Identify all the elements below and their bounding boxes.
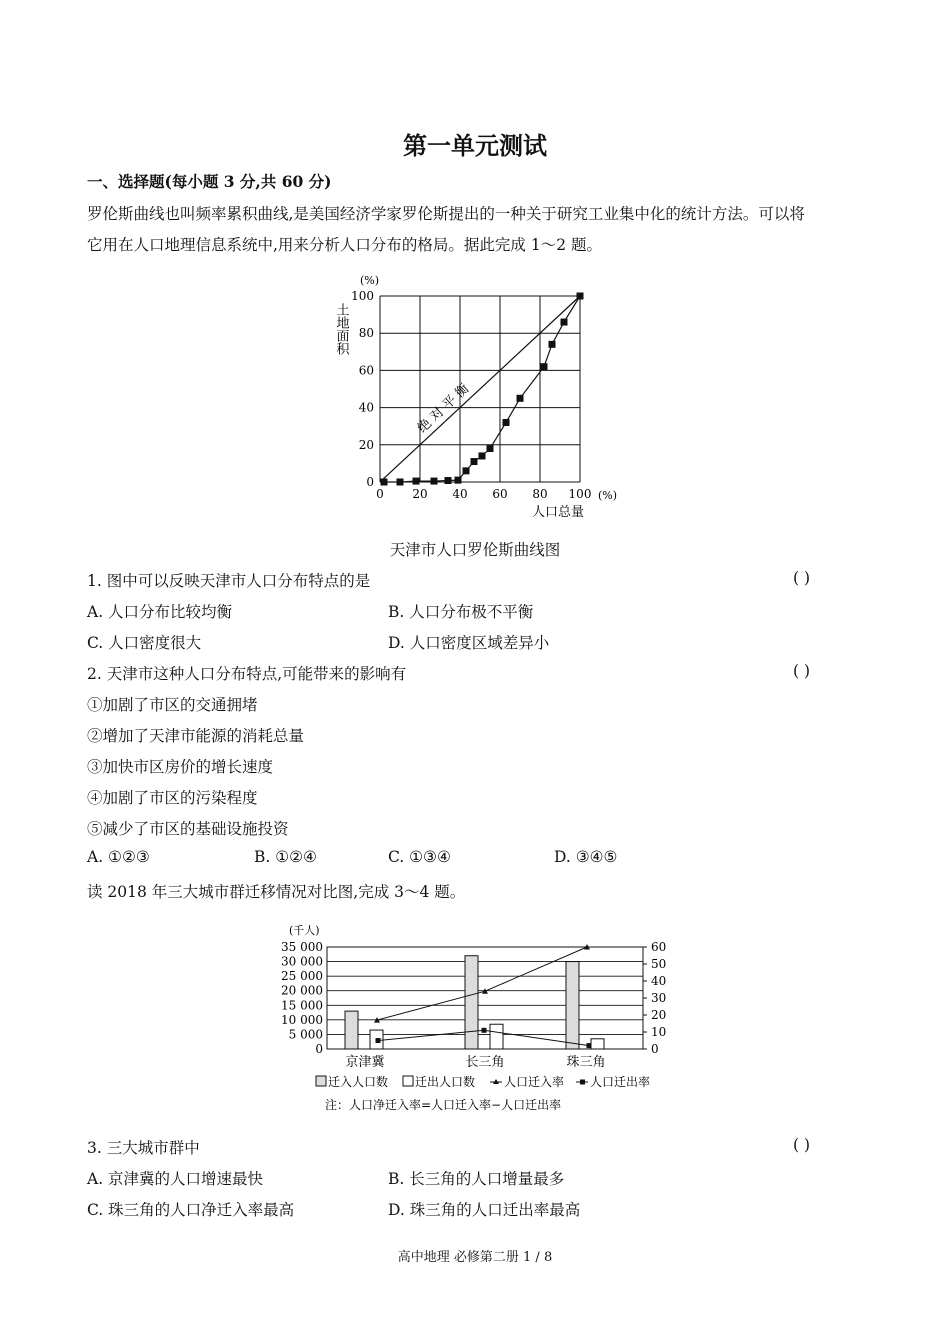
right-tick-label: 50 xyxy=(651,957,667,971)
q1-stem: 1. 图中可以反映天津市人口分布特点的是 xyxy=(87,572,371,590)
bar-out-migration xyxy=(490,1024,503,1049)
bar-in-migration xyxy=(465,956,478,1049)
q2-item-5: ⑤减少了市区的基础设施投资 xyxy=(87,820,289,838)
q2-item-1: ①加剧了市区的交通拥堵 xyxy=(87,696,258,714)
right-tick-label: 30 xyxy=(651,991,667,1005)
legend-label: 人口迁入率 xyxy=(504,1075,565,1089)
lorenz-point xyxy=(463,467,470,474)
x-tick-label: 0 xyxy=(376,487,384,501)
q1-option-d[interactable]: D. 人口密度区域差异小 xyxy=(388,634,550,652)
lorenz-point xyxy=(455,477,462,484)
intro-line-1: 罗伦斯曲线也叫频率累积曲线,是美国经济学家罗伦斯提出的一种关于研究工业集中化的统计方法。可以将 xyxy=(87,205,805,223)
q3-option-c[interactable]: C. 珠三角的人口净迁入率最高 xyxy=(87,1201,295,1219)
q2-item-3: ③加快市区房价的增长速度 xyxy=(87,758,274,776)
q1-option-c[interactable]: C. 人口密度很大 xyxy=(87,634,202,652)
q2-option-d[interactable]: D. ③④⑤ xyxy=(554,848,618,866)
bar-in-migration xyxy=(566,962,579,1049)
migration-chart xyxy=(265,920,685,1120)
legend-label: 迁出人口数 xyxy=(415,1075,476,1089)
intro2: 读 2018 年三大城市群迁移情况对比图,完成 3～4 题。 xyxy=(87,883,466,901)
q3-option-a[interactable]: A. 京津冀的人口增速最快 xyxy=(87,1170,264,1188)
left-tick-label: 15 000 xyxy=(281,998,323,1013)
q1-option-a[interactable]: A. 人口分布比较均衡 xyxy=(87,603,233,621)
legend-label: 人口迁出率 xyxy=(590,1075,651,1089)
lorenz-chart xyxy=(320,268,640,524)
right-tick-label: 20 xyxy=(651,1008,667,1022)
q2-option-a[interactable]: A. ①②③ xyxy=(87,848,150,866)
y-tick-label: 0 xyxy=(366,475,374,489)
left-tick-label: 30 000 xyxy=(281,954,323,969)
x-tick-label: 40 xyxy=(452,487,468,501)
y-tick-label: 80 xyxy=(358,326,374,341)
lorenz-point xyxy=(397,479,404,486)
q2-answer-paren[interactable]: ( ) xyxy=(793,662,811,680)
section-heading: 一、选择题(每小题 3 分,共 60 分) xyxy=(87,172,332,191)
left-tick-label: 0 xyxy=(315,1042,323,1056)
lorenz-point xyxy=(561,319,568,326)
x-unit-label: (%) xyxy=(598,489,618,502)
figure1-caption: 天津市人口罗伦斯曲线图 xyxy=(389,541,561,559)
q2-item-2: ②增加了天津市能源的消耗总量 xyxy=(87,727,305,745)
lorenz-point xyxy=(479,452,486,459)
lorenz-point xyxy=(487,445,494,452)
x-tick-label: 100 xyxy=(568,487,592,501)
q1-option-b[interactable]: B. 人口分布极不平衡 xyxy=(388,603,534,621)
lorenz-point xyxy=(381,479,388,486)
page-title: 第一单元测试 xyxy=(403,131,547,160)
left-tick-label: 5 000 xyxy=(288,1027,323,1042)
lorenz-point xyxy=(445,477,452,484)
out-rate-point xyxy=(482,1028,487,1033)
x-tick-label: 60 xyxy=(492,487,508,501)
lorenz-point xyxy=(549,341,556,348)
bar-out-migration xyxy=(591,1039,604,1049)
left-tick-label: 35 000 xyxy=(281,940,323,954)
legend-label: 迁入人口数 xyxy=(328,1075,389,1089)
q2-option-b[interactable]: B. ①②④ xyxy=(254,848,317,866)
left-unit-label: (千人) xyxy=(289,924,320,937)
q1-answer-paren[interactable]: ( ) xyxy=(793,569,811,587)
right-tick-label: 10 xyxy=(651,1025,667,1039)
left-tick-label: 20 000 xyxy=(281,983,323,998)
q3-answer-paren[interactable]: ( ) xyxy=(793,1136,811,1154)
x-tick-label: 20 xyxy=(412,487,428,501)
q2-item-4: ④加剧了市区的污染程度 xyxy=(87,789,258,807)
y-tick-label: 100 xyxy=(351,289,374,303)
legend-swatch-in xyxy=(316,1076,326,1086)
legend-marker-out-rate xyxy=(580,1080,585,1085)
y-tick-label: 60 xyxy=(358,363,374,378)
q3-stem: 3. 三大城市群中 xyxy=(87,1139,200,1157)
q3-option-b[interactable]: B. 长三角的人口增量最多 xyxy=(388,1170,565,1188)
legend-swatch-out xyxy=(403,1076,413,1086)
line-in-rate xyxy=(377,947,587,1020)
lorenz-point xyxy=(517,395,524,402)
q3-option-d[interactable]: D. 珠三角的人口迁出率最高 xyxy=(388,1201,581,1219)
page-footer: 高中地理 必修第二册 1 / 8 xyxy=(397,1250,553,1265)
lorenz-point xyxy=(503,419,510,426)
x-tick-label: 80 xyxy=(532,487,548,501)
left-tick-label: 25 000 xyxy=(281,969,323,984)
category-label: 京津冀 xyxy=(345,1055,385,1070)
equality-annotation: 绝 对 平 衡 xyxy=(414,381,473,437)
category-label: 长三角 xyxy=(465,1055,505,1070)
q2-option-c[interactable]: C. ①③④ xyxy=(388,848,451,866)
out-rate-point xyxy=(376,1038,381,1043)
y-axis-label: 土地面积 xyxy=(333,303,349,355)
intro-line-2: 它用在人口地理信息系统中,用来分析人口分布的格局。据此完成 1～2 题。 xyxy=(87,236,603,254)
bar-in-migration xyxy=(345,1011,358,1049)
lorenz-point xyxy=(413,478,420,485)
right-tick-label: 0 xyxy=(651,1042,659,1056)
chart-note: 注：人口净迁入率=人口迁入率−人口迁出率 xyxy=(325,1098,562,1112)
left-tick-label: 10 000 xyxy=(281,1012,323,1027)
lorenz-point xyxy=(431,478,438,485)
lorenz-point xyxy=(541,363,548,370)
right-tick-label: 40 xyxy=(651,974,667,988)
category-label: 珠三角 xyxy=(566,1055,606,1070)
out-rate-point xyxy=(587,1043,592,1048)
y-tick-label: 20 xyxy=(358,437,374,452)
x-axis-label: 人口总量 xyxy=(531,505,585,520)
y-unit-label: (%) xyxy=(360,274,380,287)
lorenz-point xyxy=(577,293,584,300)
lorenz-point xyxy=(471,458,478,465)
right-tick-label: 60 xyxy=(651,940,667,954)
q2-stem: 2. 天津市这种人口分布特点,可能带来的影响有 xyxy=(87,665,407,683)
y-tick-label: 40 xyxy=(358,400,374,415)
